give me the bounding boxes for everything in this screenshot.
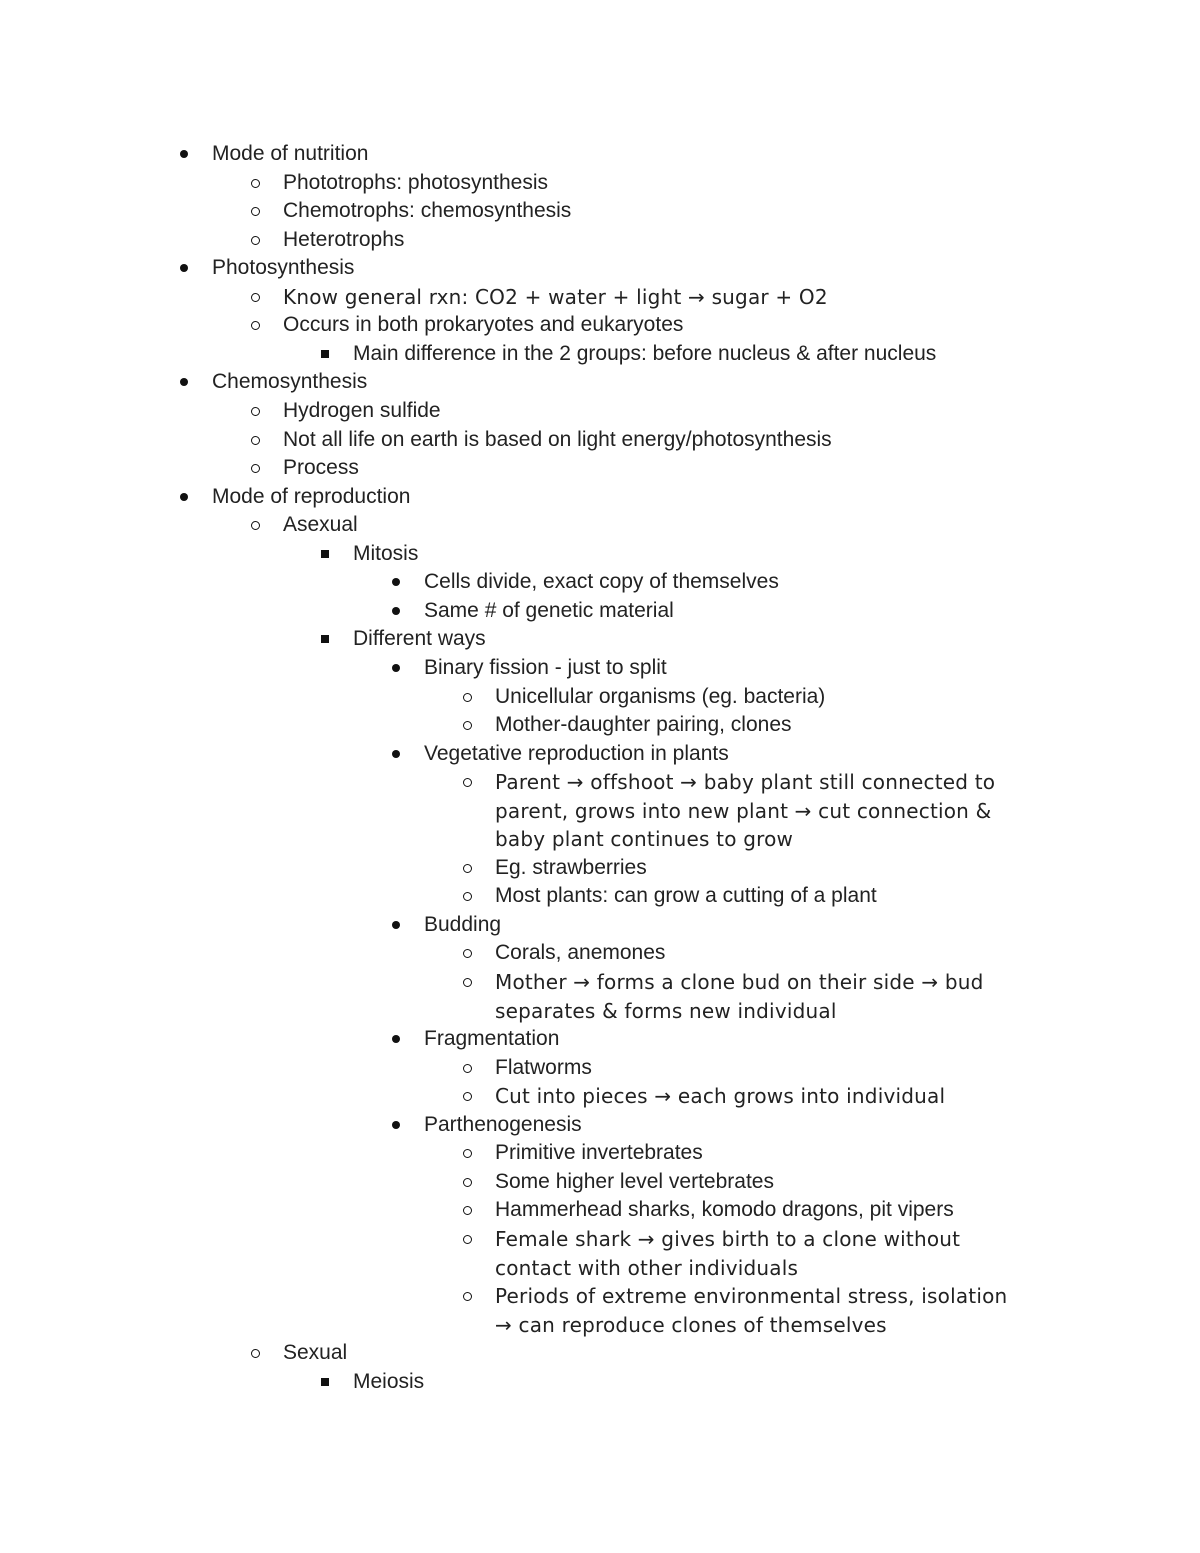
outline-item-level-4 <box>461 997 837 1026</box>
outline-item-text: → can reproduce clones of themselves <box>495 1312 887 1337</box>
filled-bullet-icon <box>390 1111 424 1140</box>
outline-item-level-4 <box>461 1196 954 1225</box>
hollow-bullet-icon <box>249 169 283 198</box>
outline-item-text: Most plants: can grow a cutting of a plant <box>495 884 877 908</box>
outline-item-level-2 <box>319 540 418 569</box>
hollow-bullet-icon <box>249 454 283 483</box>
outline-item-level-4 <box>461 882 877 911</box>
outline-item-text: Flatworms <box>495 1055 592 1079</box>
outline-item-level-3 <box>390 597 674 626</box>
outline-item-level-1 <box>249 511 358 540</box>
outline-item-text: Female shark → gives birth to a clone without <box>495 1226 961 1251</box>
filled-bullet-icon <box>390 654 424 683</box>
hollow-bullet-icon <box>461 1139 495 1168</box>
outline-item-level-4 <box>461 711 792 740</box>
square-bullet-icon <box>319 340 353 369</box>
outline-item-text: Hammerhead sharks, komodo dragons, pit vipers <box>495 1198 954 1222</box>
outline-item-level-1 <box>249 454 359 483</box>
outline-item-text: Not all life on earth is based on light energy/photosynthesis <box>283 427 832 451</box>
hollow-bullet-icon <box>461 1282 495 1311</box>
outline-item-text: Meiosis <box>353 1369 425 1393</box>
outline-item-text: Mode of nutrition <box>212 142 369 165</box>
outline-item-level-3 <box>390 1025 559 1054</box>
outline-item-level-4 <box>461 1139 703 1168</box>
filled-bullet-icon <box>390 568 424 597</box>
outline-item-level-1 <box>249 397 441 426</box>
outline-item-text: separates & forms new individual <box>495 998 837 1023</box>
outline-item-text: Binary fission - just to split <box>424 655 667 679</box>
hollow-bullet-icon <box>249 226 283 255</box>
outline-item-text: Mother-daughter pairing, clones <box>495 713 792 736</box>
outline-item-text: Mother → forms a clone bud on their side → bud <box>495 970 984 994</box>
hollow-bullet-icon <box>249 426 283 455</box>
hollow-bullet-icon <box>461 854 495 883</box>
outline-item-text: Mitosis <box>353 541 419 565</box>
outline-item-text: Know general rxn: CO2 + water + light → sugar + O2 <box>283 284 828 309</box>
square-bullet-icon <box>319 540 353 569</box>
hollow-bullet-icon <box>249 197 283 226</box>
hollow-bullet-icon <box>461 1082 495 1111</box>
hollow-bullet-icon <box>461 768 495 797</box>
filled-bullet-icon <box>178 140 212 169</box>
outline-item-text: Heterotrophs <box>283 227 405 251</box>
outline-item-text: Asexual <box>283 513 358 537</box>
outline-item-text: parent, grows into new plant → cut connection & <box>495 798 992 823</box>
outline-item-level-0 <box>178 140 368 169</box>
filled-bullet-icon <box>178 368 212 397</box>
outline-item-text: Fragmentation <box>424 1027 560 1051</box>
hollow-bullet-icon <box>461 968 495 997</box>
outline-item-level-2 <box>319 1368 424 1397</box>
outline-item-text: Main difference in the 2 groups: before nucleus & after nucleus <box>353 341 937 365</box>
outline-item-text: Chemotrophs: chemosynthesis <box>283 199 572 223</box>
hollow-bullet-icon <box>461 1054 495 1083</box>
outline-item-level-0 <box>178 254 354 283</box>
hollow-bullet-icon <box>461 1168 495 1197</box>
outline-item-level-4 <box>461 1168 774 1197</box>
outline-item-level-2 <box>319 340 936 369</box>
outline-item-level-3 <box>390 740 729 769</box>
outline-item-text: Different ways <box>353 627 486 651</box>
outline-item-level-4 <box>461 939 665 968</box>
hollow-bullet-icon <box>249 1339 283 1368</box>
outline-item-text: Hydrogen sulfide <box>283 398 441 422</box>
outline-item-level-1 <box>249 226 404 255</box>
filled-bullet-icon <box>390 740 424 769</box>
outline-item-level-3 <box>390 911 501 940</box>
outline-item-text: Process <box>283 456 359 480</box>
hollow-bullet-icon <box>249 283 283 312</box>
outline-item-level-1 <box>249 197 571 226</box>
outline-item-level-4 <box>461 1054 592 1083</box>
outline-item-text: Same # of genetic material <box>424 598 674 622</box>
outline-item-text: baby plant continues to grow <box>495 827 794 852</box>
outline-item-level-4 <box>461 825 793 854</box>
outline-item-level-4 <box>461 1254 798 1283</box>
outline-item-level-1 <box>249 311 683 340</box>
outline-item-level-3 <box>390 654 667 683</box>
outline-item-level-4 <box>461 1082 945 1111</box>
outline-item-text: Occurs in both prokaryotes and eukaryotes <box>283 313 684 337</box>
outline-item-level-2 <box>319 625 486 654</box>
outline-item-level-4 <box>461 768 995 797</box>
outline-item-level-4 <box>461 968 984 997</box>
outline-item-text: Some higher level vertebrates <box>495 1169 774 1193</box>
outline-item-level-4 <box>461 854 647 883</box>
outline-item-text: Photosynthesis <box>212 256 355 280</box>
outline-item-text: contact with other individuals <box>495 1255 799 1280</box>
hollow-bullet-icon <box>461 882 495 911</box>
outline-item-level-4 <box>461 1311 887 1340</box>
square-bullet-icon <box>319 1368 353 1397</box>
outline-item-text: Cells divide, exact copy of themselves <box>424 570 779 594</box>
filled-bullet-icon <box>178 483 212 512</box>
outline-item-text: Unicellular organisms (eg. bacteria) <box>495 684 826 708</box>
hollow-bullet-icon <box>461 1225 495 1254</box>
outline-item-level-1 <box>249 1339 347 1368</box>
hollow-bullet-icon <box>249 511 283 540</box>
outline-item-text: Eg. strawberries <box>495 855 647 879</box>
outline-item-level-4 <box>461 1282 1007 1311</box>
filled-bullet-icon <box>390 597 424 626</box>
outline-item-text: Chemosynthesis <box>212 370 368 394</box>
filled-bullet-icon <box>178 254 212 283</box>
outline-item-level-4 <box>461 683 825 712</box>
outline-item-text: Sexual <box>283 1341 348 1365</box>
outline-item-text: Budding <box>424 912 502 936</box>
outline-item-level-1 <box>249 426 832 455</box>
hollow-bullet-icon <box>249 311 283 340</box>
hollow-bullet-icon <box>461 939 495 968</box>
outline-item-level-3 <box>390 568 779 597</box>
outline-item-text: Primitive invertebrates <box>495 1141 703 1165</box>
outline-item-level-0 <box>178 368 367 397</box>
hollow-bullet-icon <box>461 683 495 712</box>
square-bullet-icon <box>319 625 353 654</box>
outline-item-level-4 <box>461 1225 960 1254</box>
outline-item-level-1 <box>249 169 548 198</box>
filled-bullet-icon <box>390 1025 424 1054</box>
outline-item-text: Mode of reproduction <box>212 484 411 508</box>
outline-item-text: Corals, anemones <box>495 941 666 965</box>
hollow-bullet-icon <box>461 711 495 740</box>
outline-item-level-4 <box>461 797 991 826</box>
hollow-bullet-icon <box>461 1196 495 1225</box>
outline-item-text: Cut into pieces → each grows into individual <box>495 1084 946 1109</box>
outline-item-text: Phototrophs: photosynthesis <box>283 170 549 194</box>
filled-bullet-icon <box>390 911 424 940</box>
hollow-bullet-icon <box>249 397 283 426</box>
outline-item-text: Periods of extreme environmental stress, isolation <box>495 1284 1008 1308</box>
outline-item-text: Parent → offshoot → baby plant still connected to <box>495 770 996 795</box>
outline-item-text: Parthenogenesis <box>424 1112 582 1136</box>
outline-item-text: Vegetative reproduction in plants <box>424 741 729 765</box>
outline-item-level-3 <box>390 1111 582 1140</box>
outline-item-level-0 <box>178 483 410 512</box>
outline-item-level-1 <box>249 283 828 312</box>
